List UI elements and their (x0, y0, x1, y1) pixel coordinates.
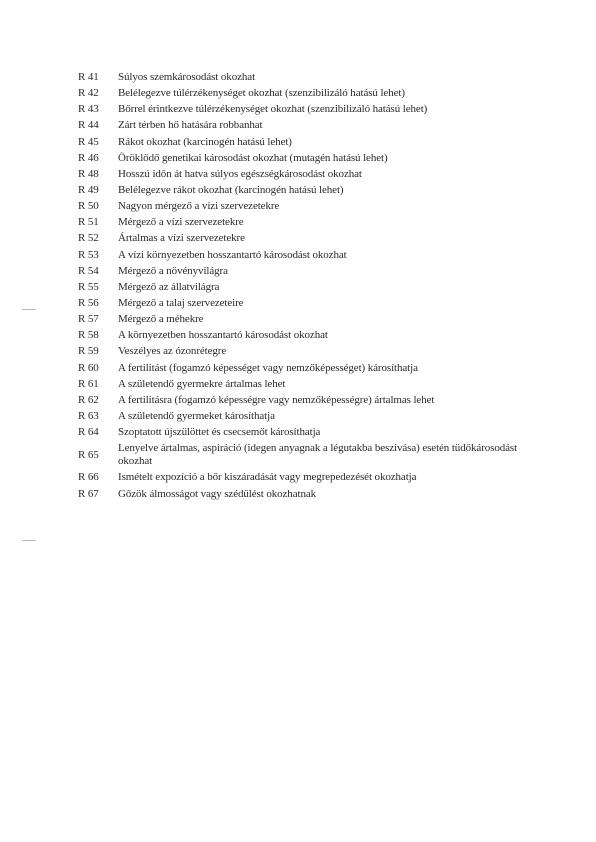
phrase-text: A vízi környezetben hosszantartó károsodást okozhat (118, 248, 347, 261)
phrase-text: Szoptatott újszülöttet és csecsemőt károsíthatja (118, 426, 321, 439)
phrase-code: R 58 (78, 329, 99, 342)
phrase-text: A fertilitásra (fogamzó képességre vagy nemzőképességre) ártalmas lehet (118, 393, 435, 406)
list-item (78, 265, 518, 278)
phrase-text: Mérgező a vízi szervezetekre (118, 216, 244, 229)
phrase-code: R 45 (78, 135, 99, 148)
list-item (78, 394, 518, 407)
phrase-text: Nagyon mérgező a vízi szervezetekre (118, 200, 280, 213)
list-item (78, 71, 518, 84)
phrase-code: R 52 (78, 232, 99, 245)
phrase-text: Mérgező a növényvilágra (118, 264, 228, 277)
phrase-text: Mérgező az állatvilágra (118, 280, 220, 293)
phrase-code: R 44 (78, 119, 99, 132)
phrase-text: Hosszú időn át hatva súlyos egészségkárosodást okozhat (118, 167, 362, 180)
list-item (78, 378, 518, 391)
phrase-text: Súlyos szemkárosodást okozhat (118, 71, 256, 83)
phrase-code: R 59 (78, 345, 99, 358)
list-item (78, 232, 518, 245)
phrase-text: Mérgező a méhekre (118, 313, 204, 326)
phrase-code: R 66 (78, 471, 99, 484)
phrase-code: R 63 (78, 409, 99, 422)
phrase-code: R 43 (78, 103, 99, 116)
phrase-code: R 55 (78, 280, 99, 293)
phrase-code: R 49 (78, 183, 99, 196)
phrase-code: R 46 (78, 151, 99, 164)
list-item (78, 87, 518, 100)
phrase-code: R 41 (78, 71, 99, 83)
list-item (78, 488, 518, 501)
margin-mark (22, 540, 36, 541)
list-item (78, 329, 518, 342)
list-item (78, 442, 518, 468)
phrase-code: R 53 (78, 248, 99, 261)
list-item (78, 426, 518, 439)
phrase-code: R 61 (78, 377, 99, 390)
phrase-text: Ismételt expozíció a bőr kiszáradását vagy megrepedezését okozhatja (118, 471, 417, 484)
phrase-text: A születendő gyermeket károsíthatja (118, 409, 275, 422)
margin-mark (22, 309, 36, 310)
list-item (78, 410, 518, 423)
phrase-code: R 42 (78, 87, 99, 100)
list-item (78, 471, 518, 484)
phrase-text: Ártalmas a vízi szervezetekre (118, 232, 245, 245)
phrase-code: R 48 (78, 167, 99, 180)
phrase-text: A fertilitást (fogamzó képességet vagy nemzőképességet) károsíthatja (118, 361, 418, 374)
phrase-text: A születendő gyermekre ártalmas lehet (118, 377, 286, 390)
list-item (78, 362, 518, 375)
phrase-text: Veszélyes az ózonrétegre (118, 345, 227, 358)
phrase-code: R 56 (78, 296, 99, 309)
phrase-text: Gőzök álmosságot vagy szédülést okozhatnak (118, 487, 317, 500)
list-item (78, 119, 518, 132)
list-item (78, 152, 518, 165)
phrase-text: Lenyelve ártalmas, aspiráció (idegen anyagnak a légutakba beszívása) esetén tüdőkárosodást okozhat (118, 442, 518, 468)
phrase-text: Mérgező a talaj szervezeteire (118, 296, 244, 309)
list-item (78, 184, 518, 197)
phrase-code: R 67 (78, 487, 99, 500)
risk-phrase-list (78, 71, 518, 504)
list-item (78, 200, 518, 213)
phrase-text: Zárt térben hő hatására robbanhat (118, 119, 263, 132)
list-item (78, 216, 518, 229)
phrase-text: Bőrrel érintkezve túlérzékenységet okozhat (szenzibilizáló hatású lehet) (118, 103, 428, 116)
phrase-text: Belélegezve túlérzékenységet okozhat (szenzibilizáló hatású lehet) (118, 87, 405, 100)
phrase-text: Öröklődő genetikai károsodást okozhat (mutagén hatású lehet) (118, 151, 388, 164)
phrase-code: R 50 (78, 200, 99, 213)
list-item (78, 249, 518, 262)
phrase-code: R 62 (78, 393, 99, 406)
phrase-code: R 54 (78, 264, 99, 277)
phrase-text: A környezetben hosszantartó károsodást okozhat (118, 329, 328, 342)
phrase-code: R 60 (78, 361, 99, 374)
list-item (78, 345, 518, 358)
phrase-code: R 57 (78, 313, 99, 326)
phrase-code: R 64 (78, 426, 99, 439)
list-item (78, 281, 518, 294)
list-item (78, 297, 518, 310)
list-item (78, 103, 518, 116)
list-item (78, 313, 518, 326)
phrase-code: R 65 (78, 449, 99, 462)
phrase-text: Belélegezve rákot okozhat (karcinogén hatású lehet) (118, 183, 344, 196)
list-item (78, 168, 518, 181)
phrase-text: Rákot okozhat (karcinogén hatású lehet) (118, 135, 292, 148)
list-item (78, 136, 518, 149)
phrase-code: R 51 (78, 216, 99, 229)
